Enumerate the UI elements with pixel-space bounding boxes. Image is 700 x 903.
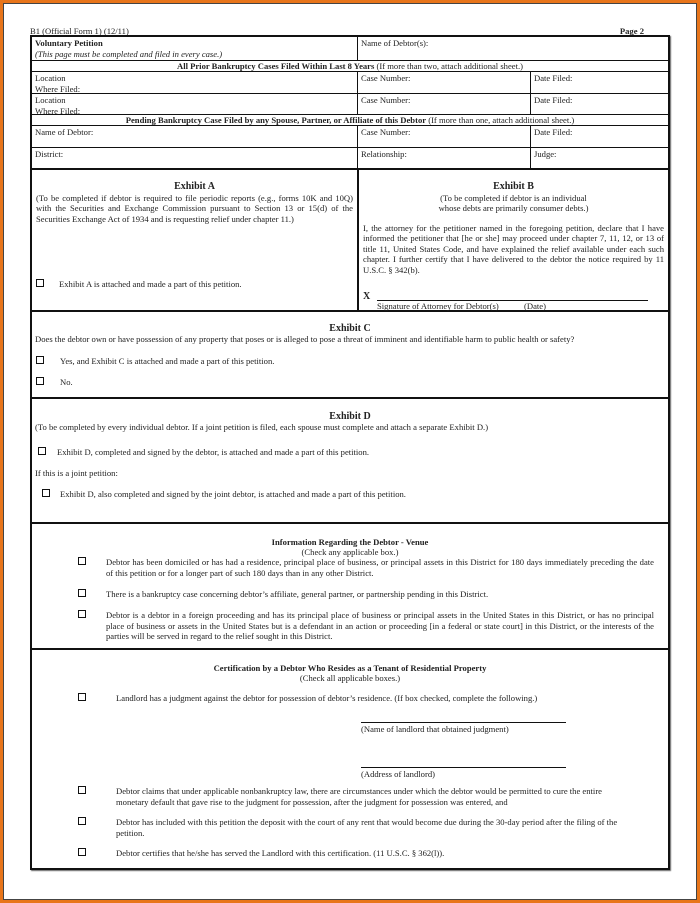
date-label: (Date) <box>524 301 546 311</box>
exhibit-b-description: whose debts are primarily consumer debts.) <box>438 203 589 213</box>
venue-option[interactable]: Debtor has been domiciled or has had a residence, principal place of business, or principal assets in this District for 180 days immediately preceding the date of this petition or for a longer part of such 180 days than in any other District. <box>78 557 654 578</box>
checkbox[interactable] <box>38 447 46 455</box>
pending-debtor-name-field[interactable]: Name of Debtor: <box>35 127 94 137</box>
voluntary-petition-row <box>32 37 668 61</box>
exhibit-a-option[interactable]: Exhibit A is attached and made a part of this petition. <box>36 279 353 290</box>
exhibit-a-title: Exhibit A <box>174 181 215 192</box>
debtor-name-field[interactable] <box>357 37 668 60</box>
exhibit-c-no-option[interactable]: No. <box>36 377 73 388</box>
checkbox[interactable] <box>78 817 86 825</box>
relationship-field[interactable]: Relationship: <box>357 148 530 168</box>
exhibit-d-description: (To be completed by every individual debtor. If a joint petition is filed, each spouse must complete and attach a separate Exhibit D.) <box>35 422 489 432</box>
landlord-judgment-option[interactable]: Landlord has a judgment against the debtor for possession of debtor’s residence. (If box checked, complete the following.) <box>78 693 654 704</box>
date-filed-field[interactable]: Date Filed: <box>530 72 668 93</box>
exhibit-c-question: Does the debtor own or have possession of any property that poses or is alleged to pose a threat of imminent and identifiable harm to public health or safety? <box>35 334 575 344</box>
landlord-address-line[interactable] <box>361 767 566 768</box>
exhibit-c-title: Exhibit C <box>329 323 371 334</box>
landlord-address-label: (Address of landlord) <box>361 769 435 779</box>
exhibits-a-b <box>32 170 668 312</box>
date-filed-field[interactable]: Date Filed: <box>530 94 668 114</box>
prior-cases-heading: All Prior Bankruptcy Cases Filed Within Last 8 Years (If more than two, attach additional sheet.) <box>32 61 668 72</box>
date-filed-field[interactable]: Date Filed: <box>530 126 668 147</box>
certification-option[interactable]: Debtor has included with this petition the deposit with the court of any rent that would become due during the 30-day period after the filing of the petition. <box>78 817 634 838</box>
venue-option[interactable]: There is a bankruptcy case concerning debtor’s affiliate, general partner, or partnership pending in this District. <box>78 589 654 600</box>
venue-subtitle: (Check any applicable box.) <box>301 547 399 557</box>
venue-section <box>32 524 668 650</box>
signature-x: X <box>363 291 371 302</box>
form-title: Voluntary Petition <box>35 38 103 48</box>
exhibit-d-debtor-option[interactable]: Exhibit D, completed and signed by the debtor, is attached and made a part of this petition. <box>38 447 369 458</box>
checkbox[interactable] <box>36 279 44 287</box>
where-filed-label: Where Filed: <box>35 105 81 116</box>
debtor-name-label: Name of Debtor(s): <box>361 38 429 48</box>
where-filed-label: Where Filed: <box>35 83 81 94</box>
pending-case-row[interactable] <box>32 126 668 148</box>
location-label: Location <box>35 73 66 83</box>
exhibit-d-joint-option[interactable]: Exhibit D, also completed and signed by the joint debtor, is attached and made a part of this petition. <box>42 489 406 500</box>
exhibit-c <box>32 312 668 399</box>
case-number-field[interactable]: Case Number: <box>357 72 530 93</box>
pending-case-row[interactable] <box>32 148 668 170</box>
district-field[interactable]: District: <box>35 149 64 159</box>
exhibit-b <box>357 170 668 310</box>
tenant-certification <box>32 650 668 868</box>
checkbox[interactable] <box>78 610 86 618</box>
judge-field[interactable]: Judge: <box>530 148 668 168</box>
page-number: Page 2 <box>619 26 644 36</box>
exhibit-d <box>32 399 668 524</box>
form-subtitle: (This page must be completed and filed in every case.) <box>35 48 223 59</box>
exhibit-b-title: Exhibit B <box>493 181 534 192</box>
exhibit-a-description: (To be completed if debtor is required to file periodic reports (e.g., forms 10K and 10Q) with the Securities and Exchange Commission pursuant to Section 13 or 15(d) of the Securities Exchange Act of 1934 and is requesting relief under chapter 11.) <box>36 192 353 224</box>
signature-label: Signature of Attorney for Debtor(s) <box>377 301 499 311</box>
landlord-name-line[interactable] <box>361 722 566 723</box>
exhibit-a <box>32 170 357 310</box>
checkbox[interactable] <box>78 557 86 565</box>
exhibit-d-title: Exhibit D <box>329 411 371 422</box>
attorney-declaration: I, the attorney for the petitioner named in the foregoing petition, declare that I have informed the petitioner that [he or she] may proceed under chapter 7, 11, 12, or 13 of title 11, United States Code, and have explained the relief available under each such chapter. I further certify that I have delivered to the debtor the notice required by 11 U.S.C. § 342(b). <box>363 222 664 275</box>
location-label: Location <box>35 95 66 105</box>
prior-case-row[interactable] <box>32 94 668 115</box>
certification-title: Certification by a Debtor Who Resides as a Tenant of Residential Property <box>213 663 487 673</box>
checkbox[interactable] <box>36 356 44 364</box>
case-number-field[interactable]: Case Number: <box>357 126 530 147</box>
checkbox[interactable] <box>78 848 86 856</box>
checkbox[interactable] <box>78 786 86 794</box>
certification-option[interactable]: Debtor claims that under applicable nonbankruptcy law, there are circumstances under which the debtor would be permitted to cure the entire monetary default that gave rise to the judgment for possession, after the judgment for possession was entered, and <box>78 786 628 807</box>
case-number-field[interactable]: Case Number: <box>357 94 530 114</box>
checkbox[interactable] <box>42 489 50 497</box>
joint-petition-label: If this is a joint petition: <box>35 468 118 478</box>
pending-cases-heading: Pending Bankruptcy Case Filed by any Spouse, Partner, or Affiliate of this Debtor (If more than one, attach additional sheet.) <box>32 115 668 126</box>
form-id: B1 (Official Form 1) (12/11) <box>30 26 129 36</box>
checkbox[interactable] <box>78 693 86 701</box>
prior-case-row[interactable] <box>32 72 668 94</box>
exhibit-b-description: (To be completed if debtor is an individual <box>440 192 587 203</box>
certification-option[interactable]: Debtor certifies that he/she has served the Landlord with this certification. (11 U.S.C. § 362(l)). <box>78 848 654 859</box>
landlord-name-label: (Name of landlord that obtained judgment) <box>361 724 509 734</box>
checkbox[interactable] <box>36 377 44 385</box>
checkbox[interactable] <box>78 589 86 597</box>
venue-option[interactable]: Debtor is a debtor in a foreign proceeding and has its principal place of business or principal assets in the United States in this District, or has no principal place of business or assets in the United States but is a defendant in an action or proceeding [in a federal or state court] in this District, or the interests of the parties will be served in regard to the relief sought in this District. <box>78 610 654 642</box>
venue-title: Information Regarding the Debtor - Venue <box>271 537 429 547</box>
petition-form <box>30 35 670 870</box>
certification-subtitle: (Check all applicable boxes.) <box>299 673 401 683</box>
exhibit-c-yes-option[interactable]: Yes, and Exhibit C is attached and made a part of this petition. <box>36 356 274 367</box>
